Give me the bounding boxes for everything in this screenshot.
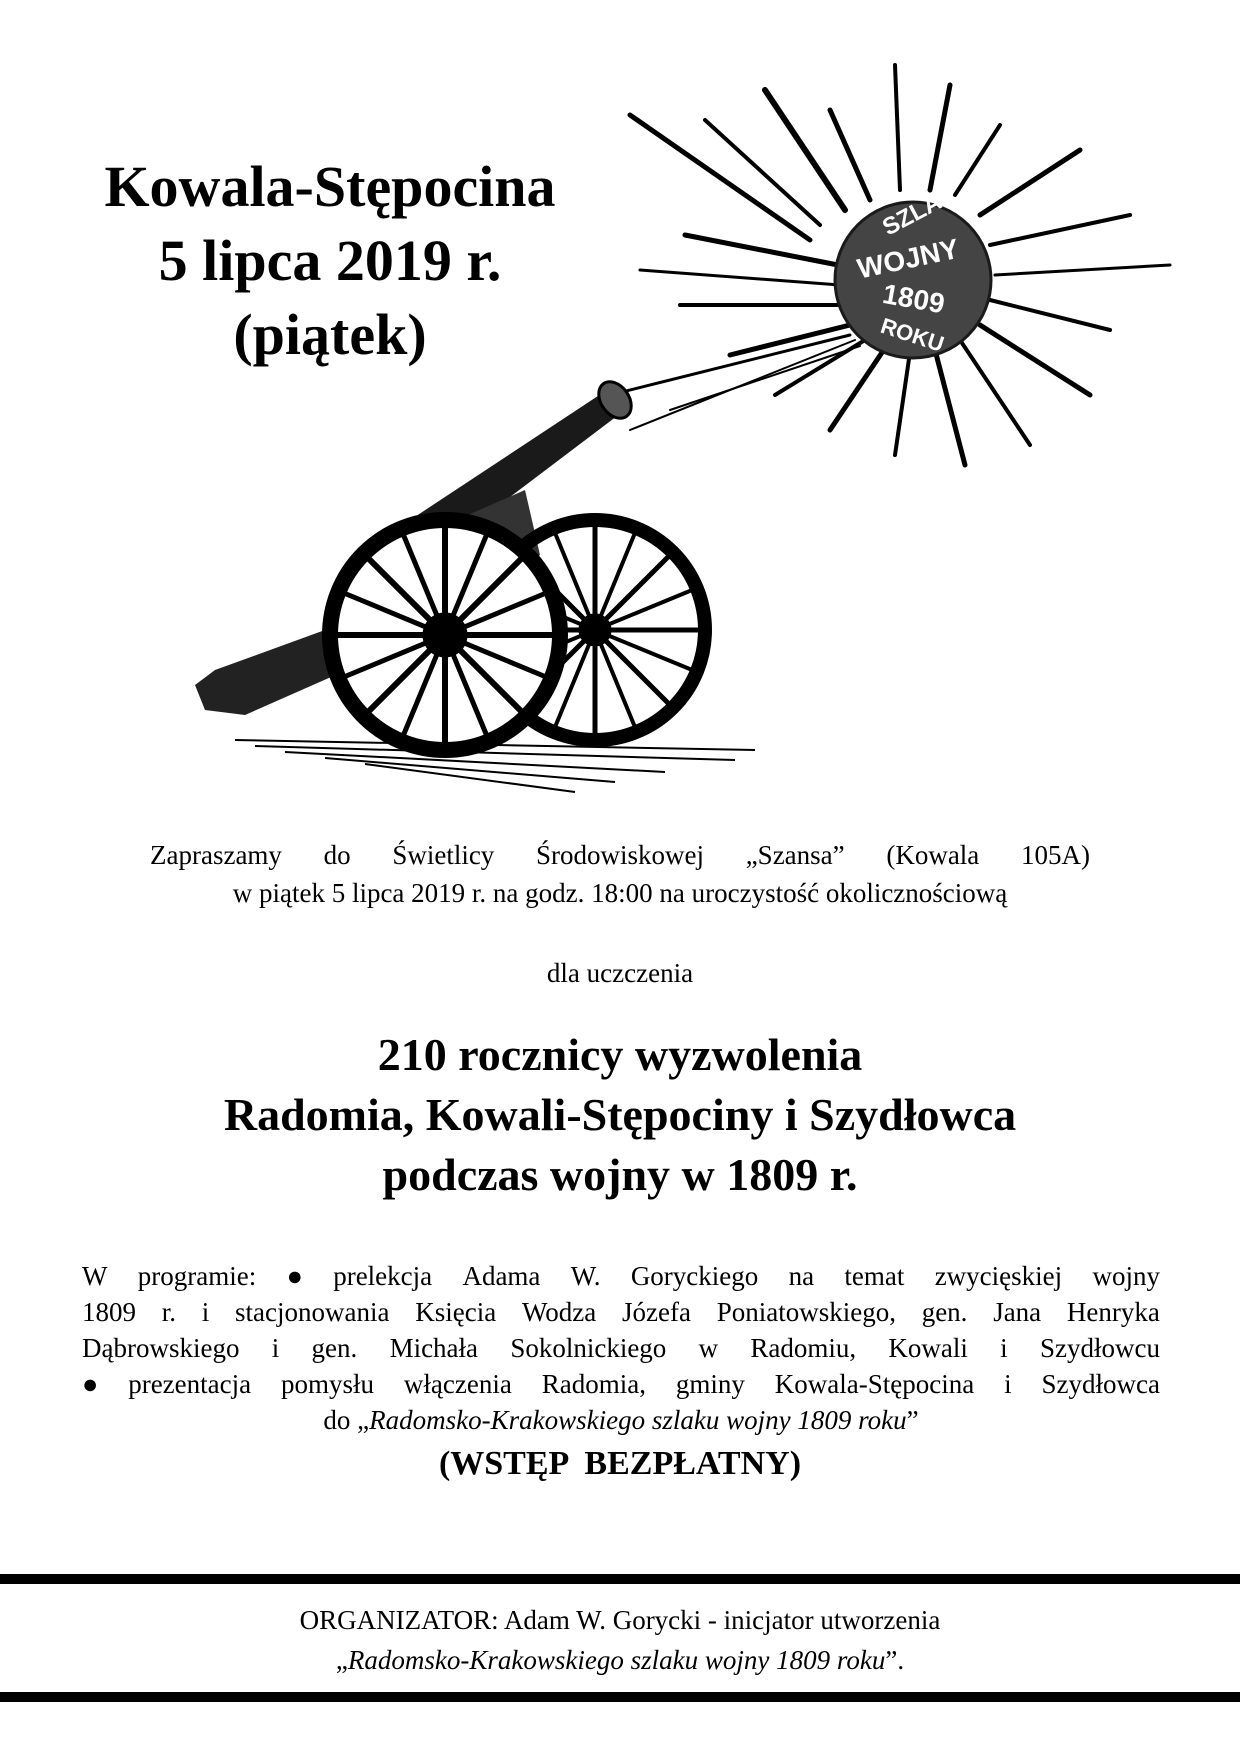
program-word: Dąbrowskiego (82, 1333, 240, 1363)
headline (40, 1025, 1200, 1205)
program-word: Szydłowcu (1039, 1333, 1160, 1363)
program-line-3 (82, 1330, 1160, 1366)
honour-text: dla uczczenia (546, 958, 694, 988)
footer-divider-bottom (0, 1692, 1240, 1702)
invitation-word: (Kowala (886, 840, 980, 870)
program-word: prezentacja (128, 1369, 252, 1399)
program-word: Szydłowca (1041, 1369, 1160, 1399)
program-word: stacjonowania (235, 1297, 390, 1327)
invitation-line-2: w piątek 5 lipca 2019 r. na godz. 18:00 na uroczystość okolicznościową (232, 878, 1008, 908)
cannon-icon (195, 380, 785, 800)
invitation-line-1 (150, 836, 1090, 874)
program-word: i (1000, 1333, 1008, 1363)
program-word: prelekcja (333, 1261, 433, 1291)
invitation-word: do (323, 840, 351, 870)
badge-line-1: SZLAK (878, 179, 962, 242)
program-word: wojny (1092, 1261, 1160, 1291)
footer-divider-top (0, 1574, 1240, 1584)
program-word: Sokolnickiego (510, 1333, 667, 1363)
program-word: Radomia, (541, 1369, 646, 1399)
badge-line-2: WOJNY (854, 232, 962, 285)
bullet-icon: ● (286, 1261, 303, 1291)
invitation-word: Środowiskowej (536, 840, 704, 870)
program-word: W. (570, 1261, 601, 1291)
program-word: pomysłu (281, 1369, 375, 1399)
program-word: zwycięskiej (934, 1261, 1063, 1291)
program-text (82, 1258, 1160, 1438)
program-word: r. (161, 1297, 177, 1327)
admission-note: (WSTĘP BEZPŁATNY) (438, 1445, 802, 1482)
program-word: programie: (137, 1261, 257, 1291)
program-word: 1809 (82, 1297, 136, 1327)
program-word: Księcia (415, 1297, 497, 1327)
headline-line-3: podczas wojny w 1809 r. (382, 1149, 858, 1200)
organizer-block (0, 1600, 1240, 1680)
invitation-word: 105A) (1020, 840, 1090, 870)
program-word: gen. (311, 1333, 358, 1363)
headline-line-2: Radomia, Kowali-Stępociny i Szydłowca (223, 1089, 1017, 1140)
program-word: Michała (389, 1333, 479, 1363)
program-word: Wodza (521, 1297, 597, 1327)
program-word: Kowali (888, 1333, 968, 1363)
badge-line-3: 1809 (880, 277, 948, 320)
program-word: i (201, 1297, 210, 1327)
program-word: gen. (921, 1297, 968, 1327)
program-line-5 (82, 1402, 1160, 1438)
program-word: Adama (462, 1261, 541, 1291)
program-word: Jana (993, 1297, 1042, 1327)
program-word: Poniatowskiego, (716, 1297, 896, 1327)
program-word: w (698, 1333, 719, 1363)
program-line-4 (82, 1366, 1160, 1402)
event-date: 5 lipca 2019 r. (158, 228, 502, 293)
program-word: Goryckiego (630, 1261, 759, 1291)
trail-name: Radomsko-Krakowskiego szlaku wojny 1809 roku (347, 1645, 886, 1675)
program-word: Józefa (622, 1297, 691, 1327)
program-word: W (82, 1261, 108, 1291)
organizer-line-1: ORGANIZATOR: Adam W. Gorycki - inicjator utworzenia (299, 1605, 941, 1635)
quote-open: do „ (323, 1405, 370, 1435)
invitation-word: „Szansa” (745, 840, 845, 870)
invitation-word: Świetlicy (392, 840, 495, 870)
quote-close: ”. (885, 1645, 905, 1675)
program-word: Henryka (1066, 1297, 1160, 1327)
quote-open: „ (335, 1645, 348, 1675)
program-word: i (271, 1333, 280, 1363)
program-line-1 (82, 1258, 1160, 1294)
program-line-2 (82, 1294, 1160, 1330)
bullet-icon: ● (82, 1369, 99, 1399)
headline-line-1: 210 rocznicy wyzwolenia (377, 1029, 863, 1080)
program-word: i (1004, 1369, 1012, 1399)
invitation-text (120, 836, 1120, 912)
quote-close: ” (906, 1405, 919, 1435)
program-word: temat (844, 1261, 905, 1291)
event-place: Kowala-Stępocina (104, 154, 556, 219)
program-word: włączenia (403, 1369, 512, 1399)
program-word: Radomiu, (750, 1333, 857, 1363)
organizer-line-2 (0, 1640, 1240, 1680)
trail-name: Radomsko-Krakowskiego szlaku wojny 1809 roku (369, 1405, 907, 1435)
invitation-word: Zapraszamy (150, 840, 282, 870)
program-word: na (788, 1261, 815, 1291)
title-block (70, 150, 590, 372)
event-weekday: (piątek) (233, 302, 427, 367)
badge-line-4: ROKU (877, 312, 947, 357)
program-word: gminy (675, 1369, 745, 1399)
program-word: Kowala-Stępocina (774, 1369, 975, 1399)
